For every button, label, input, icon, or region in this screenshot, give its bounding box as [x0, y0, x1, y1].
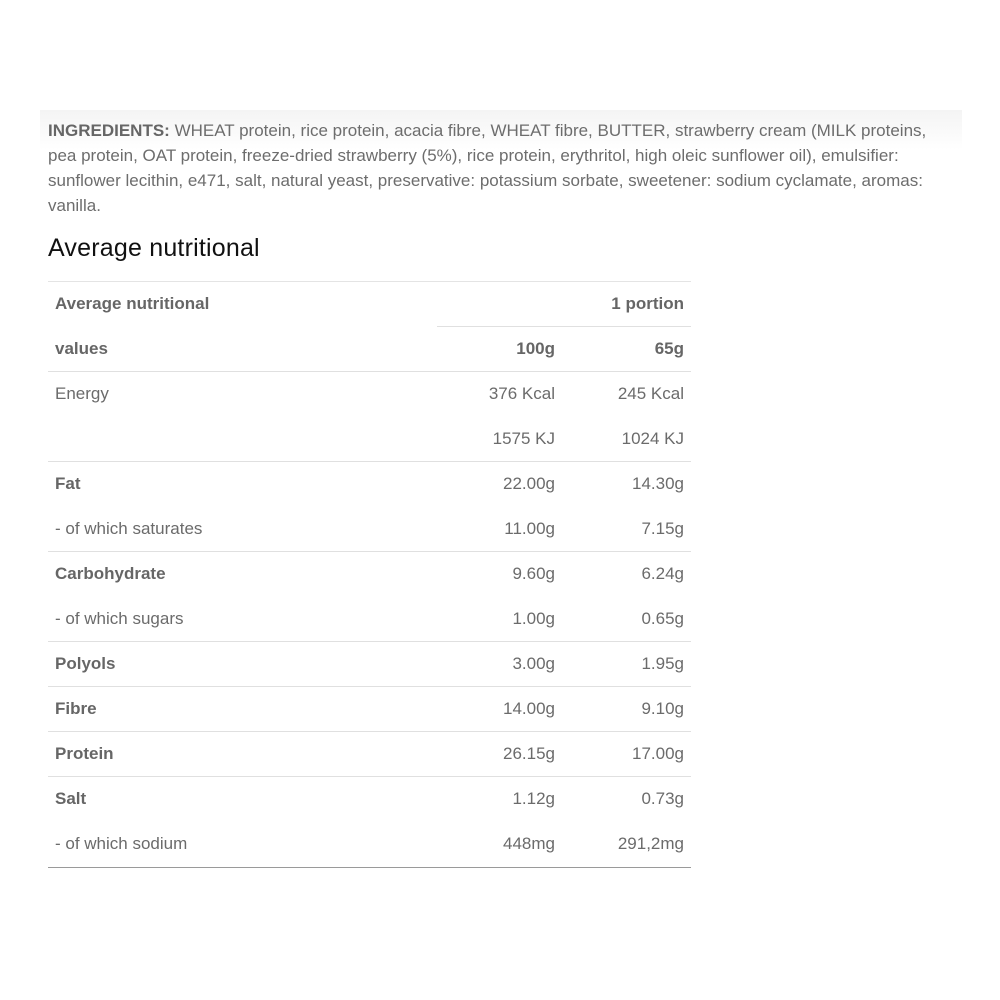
per-100g-value: 1.00g	[512, 608, 555, 628]
nutrient-name: Fibre	[48, 687, 437, 732]
per-100g-value: 14.00g	[437, 687, 562, 732]
header-100g-label: 100g	[437, 327, 562, 372]
nutrient-name: Fat	[48, 462, 437, 507]
table-row	[48, 417, 691, 462]
nutrient-name: - of which sodium	[55, 834, 188, 854]
per-portion-value: 14.30g	[562, 462, 691, 507]
per-100g-value: 376 Kcal	[437, 372, 562, 417]
nutrient-name: Energy	[48, 372, 437, 417]
table-row	[48, 642, 691, 687]
table-row	[48, 507, 691, 552]
per-portion-value: 7.15g	[641, 518, 684, 538]
ingredients-label: INGREDIENTS:	[48, 121, 170, 140]
per-100g-value: 1.12g	[437, 777, 562, 822]
nutrient-name: Protein	[48, 732, 437, 777]
per-portion-value: 6.24g	[562, 552, 691, 597]
per-100g-value: 22.00g	[437, 462, 562, 507]
table-row	[48, 732, 691, 777]
nutrition-table	[48, 281, 691, 868]
per-100g-value: 448mg	[503, 834, 555, 854]
per-100g-value: 1575 KJ	[492, 428, 555, 448]
header-portion-size: 65g	[562, 327, 691, 372]
table-header-row	[48, 327, 691, 372]
table-row	[48, 822, 691, 868]
per-portion-value: 0.73g	[562, 777, 691, 822]
nutrient-name	[48, 417, 437, 462]
table-row	[48, 597, 691, 642]
per-100g-value: 3.00g	[437, 642, 562, 687]
nutrient-name: - of which sugars	[55, 608, 184, 628]
per-portion-value: 9.10g	[562, 687, 691, 732]
ingredients-block	[40, 110, 962, 228]
per-portion-value: 0.65g	[641, 608, 684, 628]
nutrient-name: Carbohydrate	[48, 552, 437, 597]
per-portion-value: 291,2mg	[617, 834, 684, 854]
header-name-line1: Average nutritional	[55, 294, 210, 314]
ingredients-text: WHEAT protein, rice protein, acacia fibre, WHEAT fibre, BUTTER, strawberry cream (MILK proteins, pea protein, OAT protein, freeze-dried strawberry (5%), rice protein, erythritol, high oleic sunflower oil), emulsifier: sunflower lecithin, e471, salt, natural yeast, preservative: potassium sorbate, sweetener: sodium cyclamate, aromas: vanilla.	[48, 121, 927, 215]
table-row	[48, 462, 691, 507]
table-row	[48, 372, 691, 417]
header-portion-label: 1 portion	[611, 294, 684, 313]
per-100g-value: 9.60g	[437, 552, 562, 597]
per-portion-value: 17.00g	[562, 732, 691, 777]
per-100g-value: 11.00g	[504, 518, 555, 538]
section-title: Average nutritional	[48, 234, 260, 262]
table-row	[48, 552, 691, 597]
header-name-line2: values	[55, 338, 108, 358]
per-portion-value: 245 Kcal	[562, 372, 691, 417]
table-row	[48, 777, 691, 822]
nutrient-name: Salt	[48, 777, 437, 822]
per-100g-value: 26.15g	[437, 732, 562, 777]
table-row	[48, 687, 691, 732]
per-portion-value: 1.95g	[562, 642, 691, 687]
nutrient-name: - of which saturates	[55, 518, 203, 538]
table-header-row	[48, 282, 691, 327]
nutrient-name: Polyols	[48, 642, 437, 687]
header-empty-cell	[437, 282, 562, 327]
per-portion-value: 1024 KJ	[621, 428, 684, 448]
